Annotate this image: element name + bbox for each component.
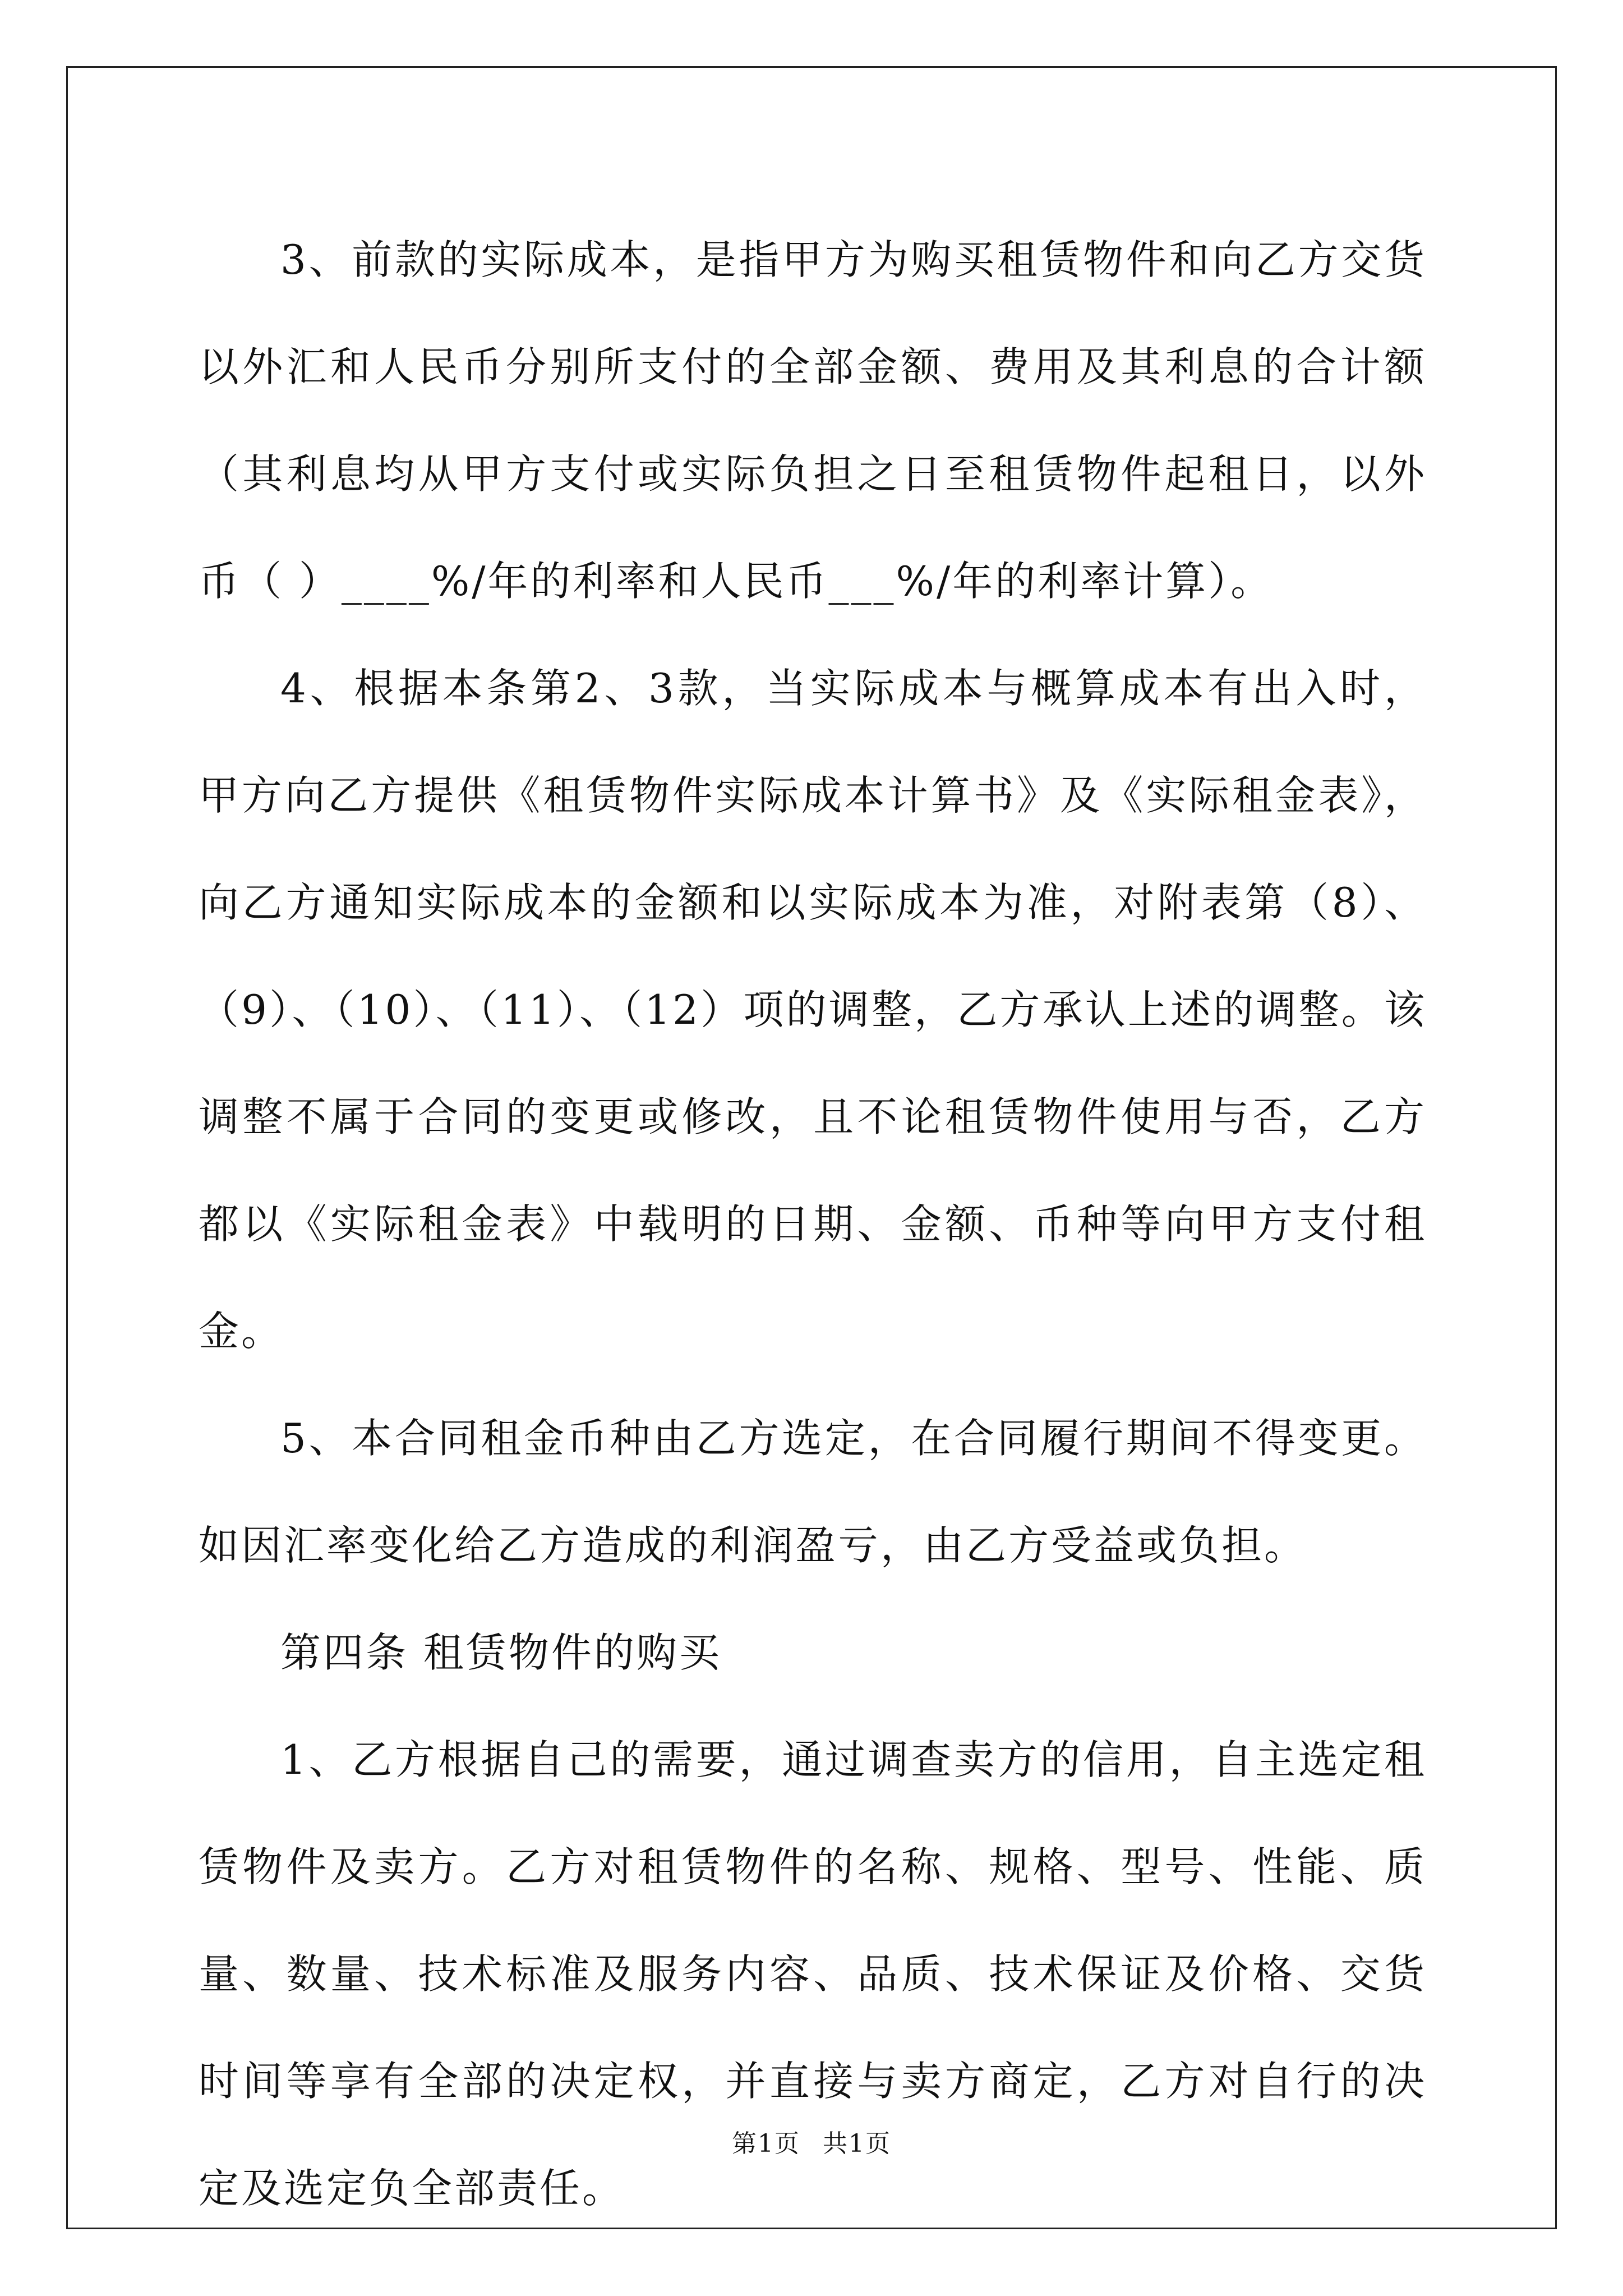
article-heading: 第四条 租赁物件的购买	[280, 1629, 722, 1676]
paragraph-clause-3-5: 5、本合同租金币种由乙方选定，在合同履行期间不得变更。如因汇率变化给乙方造成的利润盈亏，由乙方受益或负担。	[199, 1415, 1427, 1569]
document-body	[199, 206, 1427, 2242]
paragraph-clause-3-3: 3、前款的实际成本，是指甲方为购买租赁物件和向乙方交货以外汇和人民币分别所支付的全部金额、费用及其利息的合计额（其利息均从甲方支付或实际负担之日至租赁物件起租日，以外币（ ）____%/年的利率和人民币___%/年的利率计算）。	[199, 236, 1427, 605]
page-footer	[0, 2127, 1623, 2161]
paragraph-clause-4-1: 1、乙方根据自己的需要，通过调查卖方的信用，自主选定租赁物件及卖方。乙方对租赁物件的名称、规格、型号、性能、质量、数量、技术标准及服务内容、品质、技术保证及价格、交货时间等享有全部的决定权，并直接与卖方商定，乙方对自行的决定及选定负全部责任。	[199, 1736, 1427, 2212]
page-total: 共1页	[823, 2129, 891, 2158]
page-number: 第1页	[732, 2129, 800, 2158]
paragraph-clause-3-4: 4、根据本条第2、3款，当实际成本与概算成本有出入时，甲方向乙方提供《租赁物件实际成本计算书》及《实际租金表》，向乙方通知实际成本的金额和以实际成本为准，对附表第（8）、（9）、（10）、（11）、（12）项的调整，乙方承认上述的调整。该调整不属于合同的变更或修改，且不论租赁物件使用与否，乙方都以《实际租金表》中载明的日期、金额、币种等向甲方支付租金。	[199, 665, 1427, 1355]
